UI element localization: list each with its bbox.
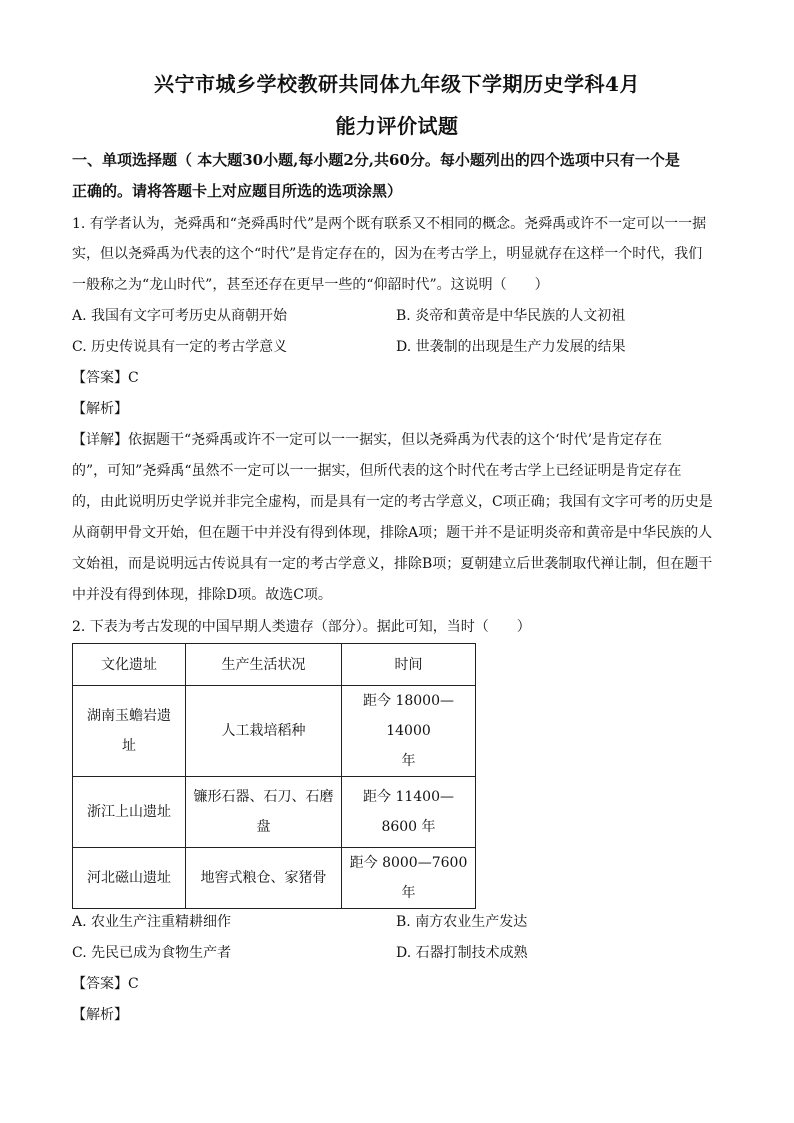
q2-option-b: B. 南方农业生产发达 [396, 914, 528, 930]
q1-stem-line2: 实，但以尧舜禹为代表的这个“时代”是肯定存在的，因为在考古学上，明显就存在这样一个时代，我们 [72, 246, 703, 262]
q2-option-d: D. 石器打制技术成熟 [396, 945, 528, 961]
table-cell: 距今 8000—7600 年 [342, 848, 476, 909]
table-cell: 地窖式粮仓、家猪骨 [186, 848, 342, 909]
q1-option-b: B. 炎帝和黄帝是中华民族的人文初祖 [396, 308, 626, 324]
q1-analysis-label: 【解析】 [72, 401, 128, 417]
q1-detail-line4: 从商朝甲骨文开始，但在题干中并没有得到体现，排除A项；题干并不是证明炎帝和黄帝是中华民族的人 [72, 525, 713, 541]
table-header-cell: 时间 [342, 644, 476, 686]
q2-stem: 2. 下表为考古发现的中国早期人类遗存（部分）。据此可知，当时（ ） [72, 619, 531, 635]
q1-detail-line5: 文始祖，而是说明远古传说具有一定的考古学意义，排除B项；夏朝建立后世袭制取代禅让制，但在题干 [72, 556, 713, 572]
table-cell: 人工栽培稻种 [186, 686, 342, 777]
table-cell: 湖南玉蟾岩遗 址 [73, 686, 186, 777]
q2-option-a: A. 农业生产注重精耕细作 [72, 914, 232, 930]
exam-title-line2: 能力评价试题 [335, 114, 459, 138]
table-row [73, 686, 476, 777]
q1-stem-line3: 一般称之为“龙山时代”，甚至还存在更早一些的“仰韶时代”。这说明（ ） [72, 277, 549, 293]
table-row [73, 777, 476, 848]
q2-answer: 【答案】C [72, 976, 139, 992]
q2-analysis-label: 【解析】 [72, 1007, 128, 1023]
table-cell: 距今 18000—14000 年 [342, 686, 476, 777]
q1-answer: 【答案】C [72, 370, 139, 386]
table-cell: 浙江上山遗址 [73, 777, 186, 848]
table-cell: 河北磁山遗址 [73, 848, 186, 909]
q1-detail-line2: 的”，可知”尧舜禹“虽然不一定可以一一据实，但所代表的这个时代在考古学上已经证明是肯定存在 [72, 463, 682, 479]
q1-option-c: C. 历史传说具有一定的考古学意义 [72, 339, 288, 355]
q1-option-d: D. 世袭制的出现是生产力发展的结果 [396, 339, 626, 355]
q2-table [72, 643, 476, 909]
section-header-line2: 正确的。请将答题卡上对应题目所选的选项涂黑） [72, 182, 403, 200]
table-cell: 距今 11400—8600 年 [342, 777, 476, 848]
q1-stem-line1: 1. 有学者认为，尧舜禹和“尧舜禹时代”是两个既有联系又不相同的概念。尧舜禹或许不一定可以一一据 [72, 216, 707, 232]
q2-option-c: C. 先民已成为食物生产者 [72, 945, 232, 961]
section-header-line1: 一、单项选择题（ 本大题30小题,每小题2分,共60分。每小题列出的四个选项中只有一个是 [72, 151, 680, 169]
q1-detail-line3: 的，由此说明历史学说并非完全虚构，而是具有一定的考古学意义，C项正确；我国有文字可考的历史是 [72, 494, 713, 510]
table-header-row [73, 644, 476, 686]
q1-detail-line6: 中并没有得到体现，排除D项。故选C项。 [72, 587, 332, 603]
exam-title-line1: 兴宁市城乡学校教研共同体九年级下学期历史学科4月 [154, 72, 640, 96]
table-header-cell: 生产生活状况 [186, 644, 342, 686]
q1-detail-line1: 【详解】依据题干“尧舜禹或许不一定可以一一据实，但以尧舜禹为代表的这个‘时代’是肯定存在 [72, 432, 663, 448]
q1-option-a: A. 我国有文字可考历史从商朝开始 [72, 308, 288, 324]
table-row [73, 848, 476, 909]
table-cell: 镰形石器、石刀、石磨 盘 [186, 777, 342, 848]
table-header-cell: 文化遗址 [73, 644, 186, 686]
